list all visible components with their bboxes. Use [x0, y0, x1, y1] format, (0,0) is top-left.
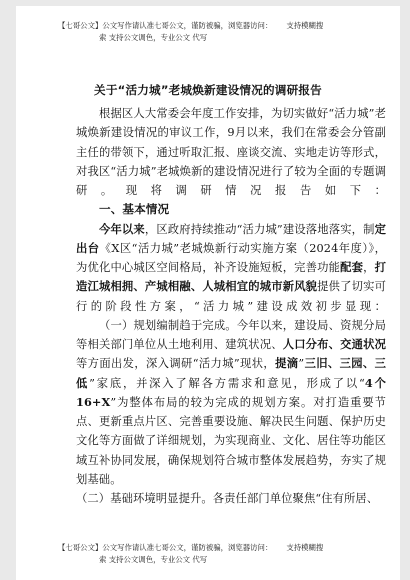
bold-phrase: 人口分布、交通状况 [282, 337, 386, 351]
paragraph-text: ，区政府持续推动“活力城”建设落地落实，制 [144, 222, 375, 236]
document-body [76, 104, 386, 508]
paragraph-text: ”家底，并深入了解各方需求和意见，形成了以“ [89, 376, 365, 390]
bold-phrase: 配套 [340, 260, 364, 274]
paragraph-text: 《X区“活力城”老城焕新行动实施方案（2024年度）》，为优化中心城区空间格局，补齐设施短板，完善功能 [76, 241, 386, 274]
paragraph-environment: （二）基础环境明显提升。各责任部门单位聚焦“住有所居、 [76, 492, 379, 505]
banner-search-hint: 支持模糊搜 [286, 21, 324, 30]
intro-paragraph: 根据区人大常委会年度工作安排，为切实做好“活力城”老城焕新建设情况的审议工作，9月以来，我们在常委会分管副主任的带领下，通过听取汇报、座谈交流、实地走访等形式，对我区“活力城”老城焕新的建设情况进行了较为全面的专题调研。现将调研情况报告如下： [76, 107, 386, 197]
document-page [16, 6, 400, 580]
bold-phrase: 定出台 [76, 221, 387, 255]
document-title: 关于“活力城”老城焕新建设情况的调研报告 [94, 83, 322, 97]
banner-text: 【七哥公文】公文写作请认准七哥公文，谨防被骗，浏览器访问： [58, 21, 273, 30]
paragraph-text: ， [363, 261, 375, 274]
bold-phrase: 今年以来 [99, 221, 145, 236]
paragraph-text: ”为整体布局的较为完成的规划方案。对打造重要节点、更新重点片区、完善重要设施、解决民生问题、保护历史文化等方面做了详细规划，为实现商业、文化、居住等功能区域互补协同发展，确保规划符合城市整体发展趋势，夯实了规划基础。 [76, 395, 386, 486]
banner-text: 【七哥公文】公文写作请认准七哥公文，谨防被骗，浏览器访问： [58, 543, 273, 552]
banner-line-2: 索 支持公文调色，专业公文 代写 [99, 33, 208, 42]
watermark-banner-top [58, 20, 388, 44]
bold-phrase: 三旧、三园、三低 [76, 356, 387, 390]
paragraph-text: ” [298, 357, 305, 371]
paragraph-overview [76, 220, 386, 316]
watermark-banner-bottom [58, 542, 388, 566]
banner-search-hint: 支持模糊搜 [286, 543, 324, 552]
bold-phrase: 提滴 [275, 356, 299, 371]
paragraph-text: 提供了切实可行的阶段性方案，“活力城”建设成效初步显现： [76, 280, 386, 313]
bold-phrase: 4个16+X [76, 375, 386, 409]
banner-line-1 [58, 20, 388, 32]
banner-line-1 [58, 542, 388, 554]
section-heading-basic: 一、基本情况 [99, 202, 170, 217]
bold-phrase: 打造江城相拥、产城相融、人城相宜的城市新风貌 [76, 260, 386, 294]
paragraph-planning [76, 316, 386, 489]
paragraph-text: （一）规划编制趋于完成。今年以来，建设局、资规分局等相关部门单位从土地利用、建筑状况、 [76, 318, 386, 351]
banner-line-2: 索 支持公文调色，专业公文 代写 [99, 555, 208, 564]
paragraph-text: 等方面出发，深入调研“活力城”现状， [76, 357, 276, 371]
